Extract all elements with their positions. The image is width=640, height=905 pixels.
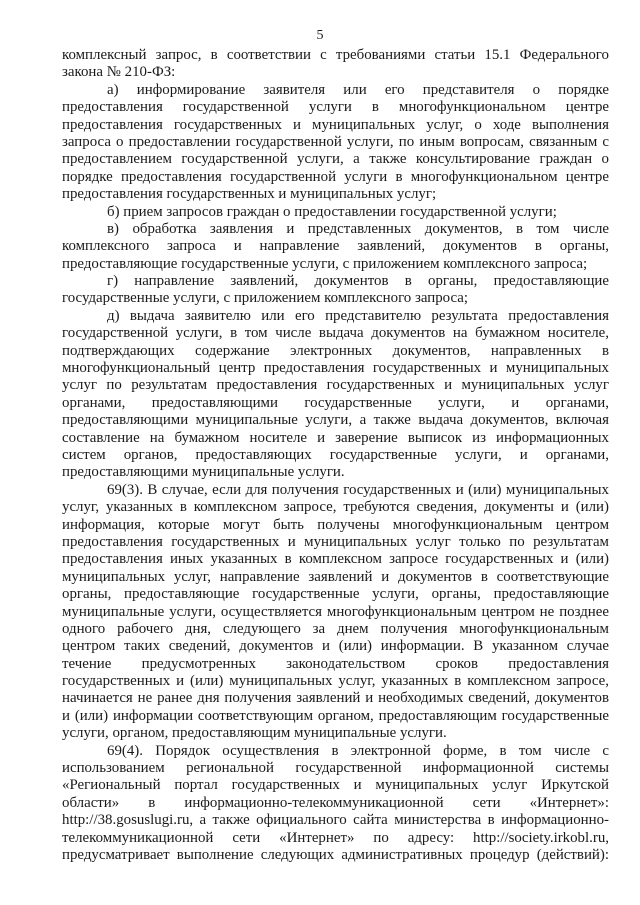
text-line: одного рабочего дня, следующего за днем получения многофункциональным xyxy=(62,620,609,637)
text-line: 69(4). Порядок осуществления в электронной форме, в том числе с xyxy=(107,742,609,759)
text-line: начинается не ранее дня получения заявлений и необходимых сведений, документов xyxy=(62,690,609,707)
text-line: услуг, указанных в комплексном запросе, требуются сведения, документы и (или) xyxy=(62,499,609,516)
text-line: государственных и (или) муниципальных услуг, указанных в комплексном запросе, xyxy=(62,673,609,690)
text-line: органами, предоставляющими государственные услуги, и органами, xyxy=(62,394,609,411)
text-line: государственные услуги, с приложением комплексного запроса; xyxy=(62,290,469,307)
text-line: в) обработка заявления и представленных документов, в том числе xyxy=(107,220,609,237)
text-line: предоставления иных указанных в комплексном запросе государственных и (или) xyxy=(62,551,609,568)
text-line: течение предусмотренных законодательством сроков предоставления xyxy=(62,655,609,672)
text-line: составление на бумажном носителе и заверение выписок из информационных xyxy=(62,429,609,446)
text-line: государственной услуги, в том числе выдача документов на бумажном носителе, xyxy=(62,325,609,342)
text-line: предоставления государственных и муниципальных услуг, о ходе выполнения xyxy=(62,116,609,133)
text-line: предоставляющими муниципальные услуги. xyxy=(62,464,345,481)
text-line: б) прием запросов граждан о предоставлении государственной услуги; xyxy=(107,203,557,220)
text-line: телекоммуникационной сети «Интернет» по адресу: http://society.irkobl.ru, xyxy=(62,829,609,846)
text-line: предоставляющие государственные услуги, с приложением комплексного запроса; xyxy=(62,255,588,272)
text-line: предоставляющими муниципальные услуги, а также выдача документов, включая xyxy=(62,412,609,429)
text-line: информация, которые могут быть получены многофункциональным центром xyxy=(62,516,609,533)
text-line: предусматривает выполнение следующих административных процедур (действий): xyxy=(62,846,609,863)
text-line: муниципальных услуг, направление заявлений и документов в соответствующие xyxy=(62,568,609,585)
text-line: «Региональный портал государственных и муниципальных услуг Иркутской xyxy=(62,777,609,794)
text-line: услуг по результатам предоставления государственных и муниципальных услуг xyxy=(62,377,609,394)
text-line: г) направление заявлений, документов в органы, предоставляющие xyxy=(107,273,609,290)
text-line: использованием региональной государственной информационной системы xyxy=(62,760,609,777)
text-line: предоставлением государственной услуги, а также консультирование граждан о xyxy=(62,151,609,168)
text-line: предоставления государственных и муниципальных услуг; xyxy=(62,186,437,203)
text-line: предоставления государственных и муниципальных услуг только по результатам xyxy=(62,533,609,550)
text-line: органы, предоставляющие государственные услуги, органы, предоставляющие xyxy=(62,586,609,603)
text-line: комплексный запрос, в соответствии с требованиями статьи 15.1 Федерального xyxy=(62,47,609,63)
text-line: услуги, органом, предоставляющим муниципальные услуги. xyxy=(62,725,447,742)
text-line: комплексного запроса и направление заявлений, документов в органы, xyxy=(62,238,609,255)
page-number: 5 xyxy=(316,28,324,43)
text-line: порядке предоставления государственной услуги в многофункциональном центре xyxy=(62,168,609,185)
text-line: центром таких сведений, документов и (или) информации. В указанном случае xyxy=(62,638,609,655)
text-line: и (или) информации соответствующим органом, предоставляющим государственные xyxy=(62,707,609,724)
text-line: муниципальные услуги, осуществляется многофункциональным центром не позднее xyxy=(62,603,609,620)
text-line: 69(3). В случае, если для получения государственных и (или) муниципальных xyxy=(107,481,609,498)
text-line: а) информирование заявителя или его представителя о порядке xyxy=(107,81,609,98)
text-line: систем органов, предоставляющих государственные услуги, и органами, xyxy=(62,446,609,463)
text-line: д) выдача заявителю или его представителю результата предоставления xyxy=(107,307,609,324)
text-line: запроса о предоставлении государственной услуги, по иным вопросам, связанным с xyxy=(62,133,609,150)
text-line: предоставления государственной услуги в многофункциональном центре xyxy=(62,99,609,116)
text-line: закона № 210-ФЗ: xyxy=(62,64,176,81)
text-line: области» в информационно-телекоммуникационной сети «Интернет»: xyxy=(62,794,609,811)
text-line: многофункциональный центр предоставления государственных и муниципальных xyxy=(62,360,609,377)
text-line: http://38.gosuslugi.ru, а также официального сайта министерства в информационно- xyxy=(62,812,609,829)
text-line: подтверждающих содержание электронных документов, направленных в xyxy=(62,342,609,359)
document-body xyxy=(62,47,609,864)
